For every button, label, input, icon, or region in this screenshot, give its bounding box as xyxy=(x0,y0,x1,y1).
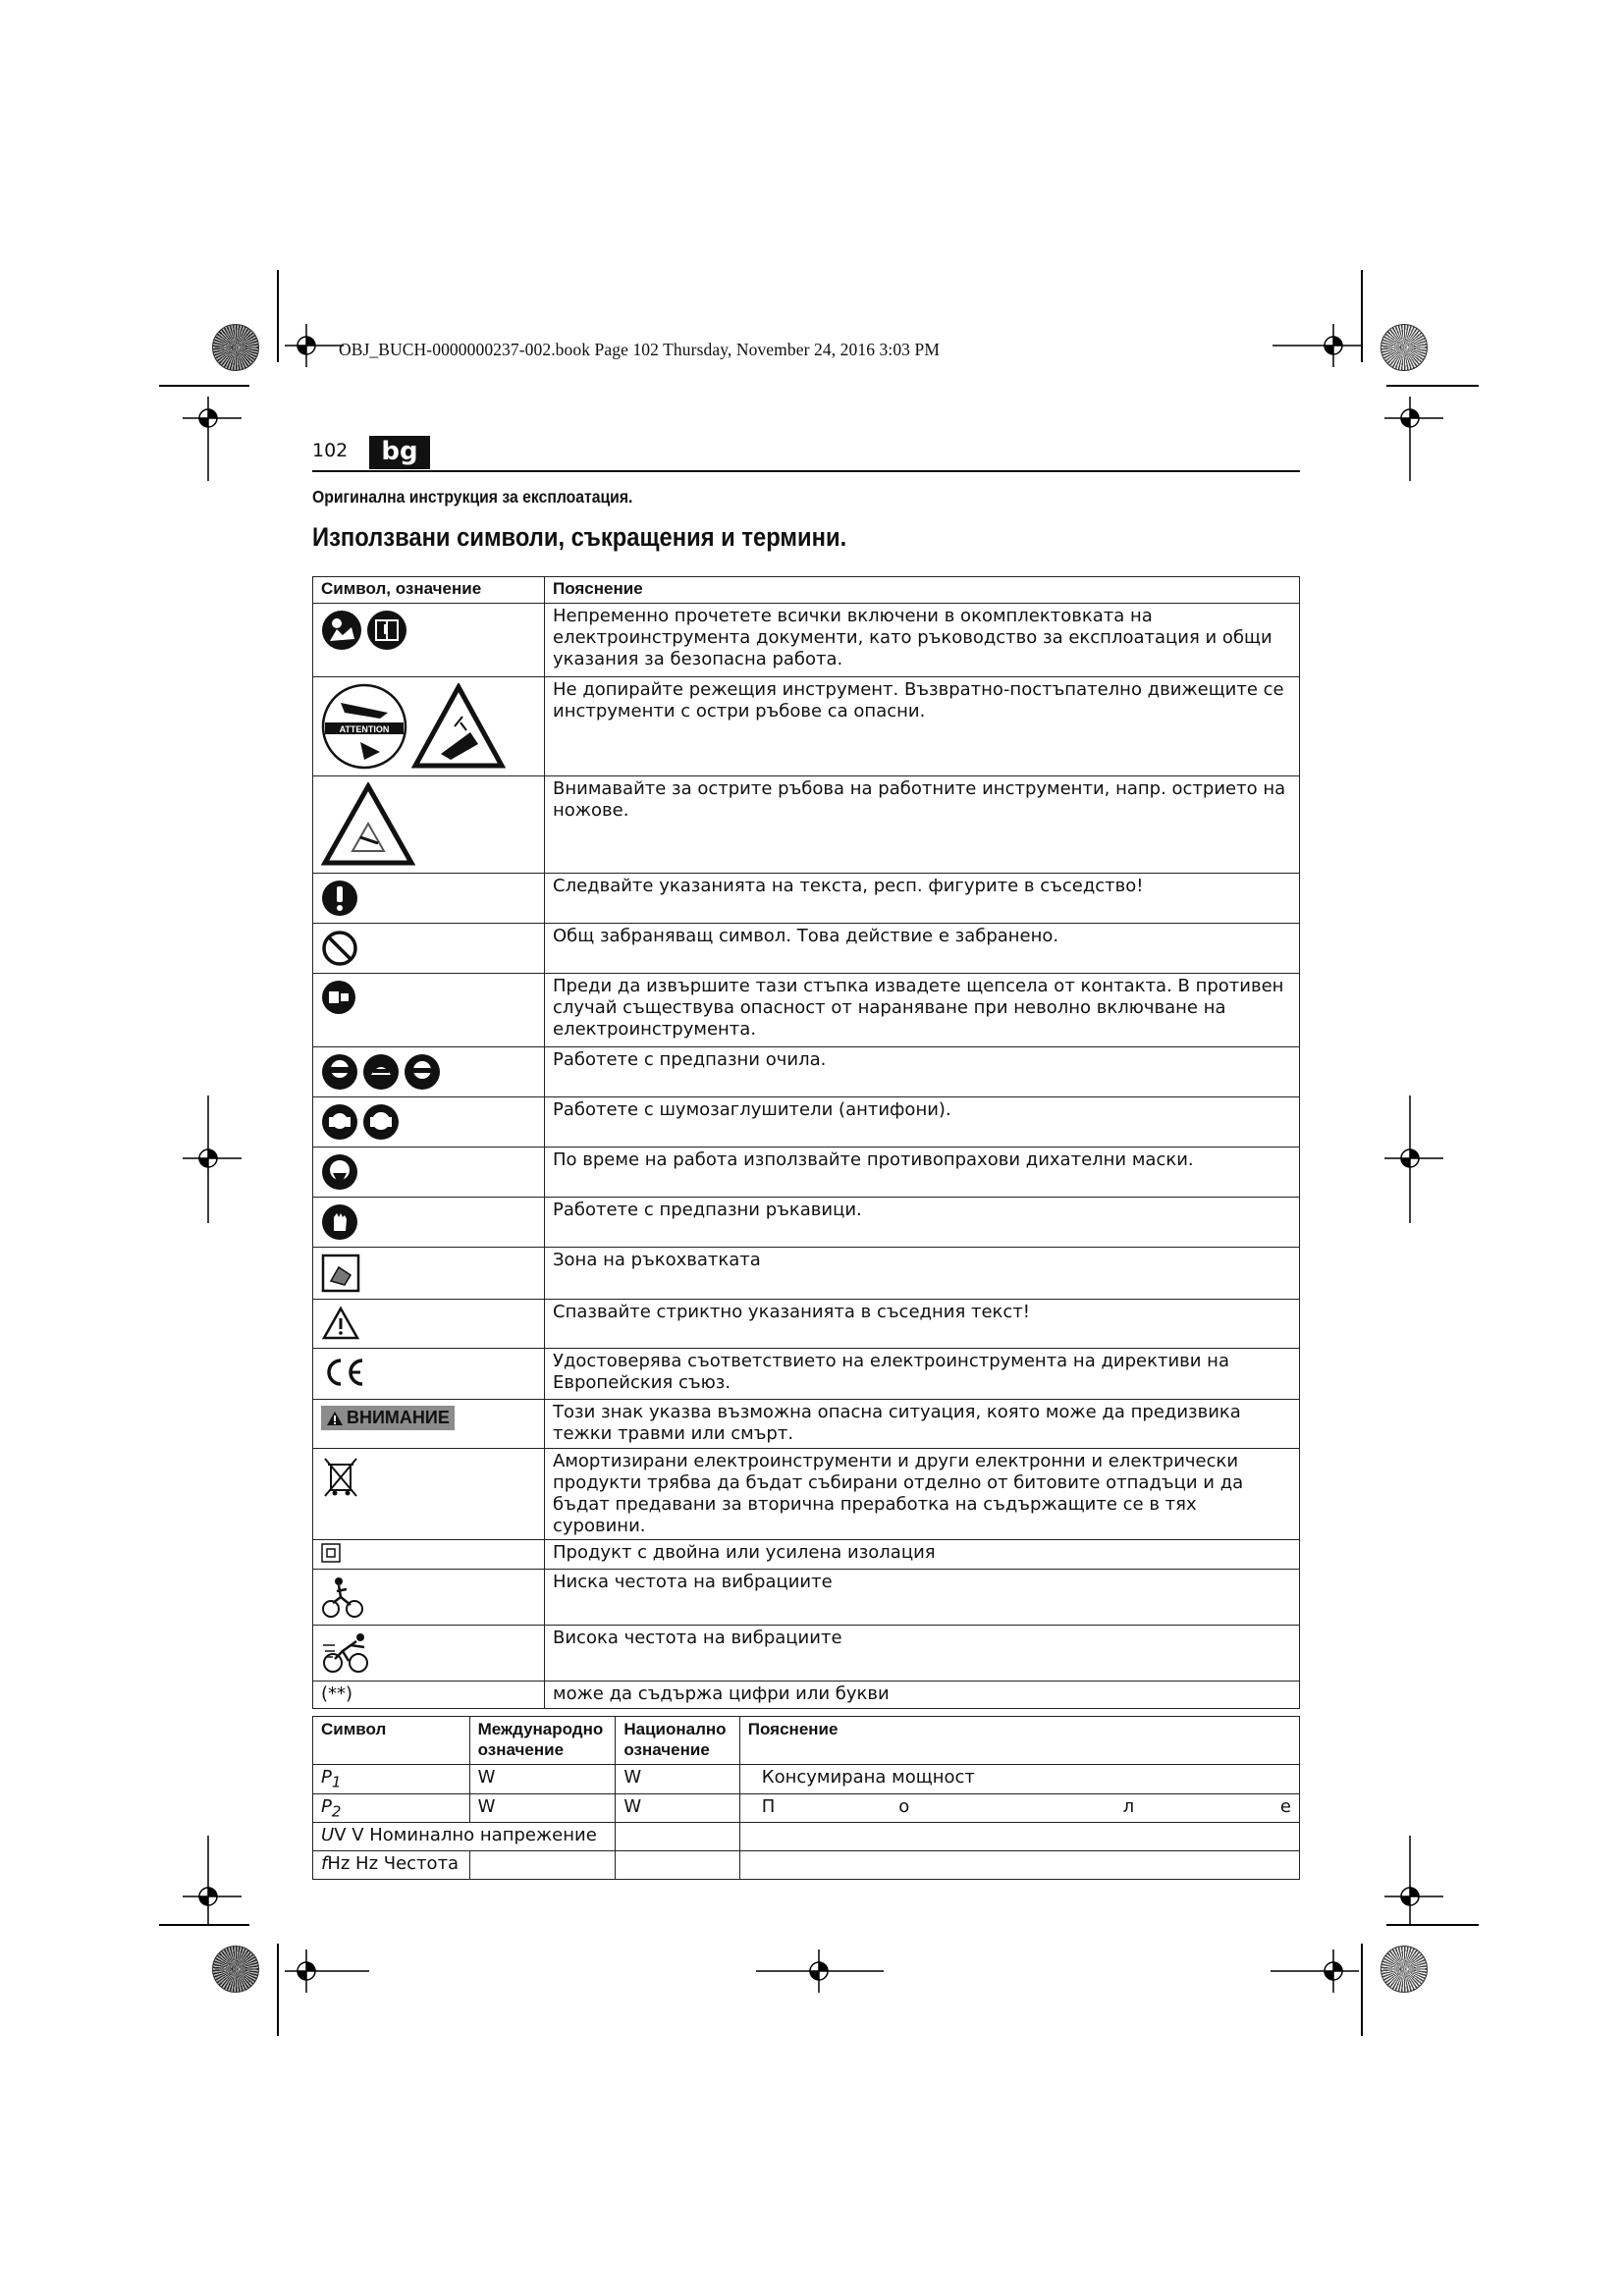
table-header-row xyxy=(313,1717,1300,1765)
unit-nat: W xyxy=(616,1765,739,1794)
unit-intl: W xyxy=(469,1765,616,1794)
table-row xyxy=(313,1823,1300,1851)
column-header-symbol: Символ xyxy=(313,1717,470,1765)
low-vibration-cyclist-icon xyxy=(321,1575,364,1619)
row-text: Следвайте указанията на текста, респ. фигурите в съседство! xyxy=(545,874,1300,924)
gloves-icon xyxy=(321,1203,358,1241)
table-row xyxy=(313,1248,1300,1300)
row-text: Висока честота на вибрациите xyxy=(545,1626,1300,1682)
registration-mark-icon xyxy=(1384,397,1443,481)
print-file-info: OBJ_BUCH-0000000237-002.book Page 102 Thursday, November 24, 2016 3:03 PM xyxy=(339,340,940,359)
crop-mark xyxy=(1386,385,1479,387)
high-vibration-cyclist-icon xyxy=(321,1631,374,1675)
row-text: Непременно прочетете всички включени в окомплектовката на електроинструмента документи, като ръководство за експлоатация и общи указания за безопасна работа. xyxy=(545,604,1300,677)
table-row xyxy=(313,1540,1300,1570)
table-row xyxy=(313,1765,1300,1794)
registration-mark-icon xyxy=(1384,1095,1443,1223)
unit-merged: fHz Hz Честота xyxy=(313,1851,470,1880)
table-row xyxy=(313,1148,1300,1198)
table-row xyxy=(313,1349,1300,1400)
row-text: По време на работа използвайте противопрахови дихателни маски. xyxy=(545,1148,1300,1198)
warning-triangle-icon xyxy=(321,1306,360,1341)
crop-mark xyxy=(1361,1944,1363,2036)
page-title: Използвани символи, съкращения и термини. xyxy=(312,522,847,552)
grip-area-icon xyxy=(321,1254,360,1293)
book-icon xyxy=(366,610,407,651)
table-row xyxy=(313,1400,1300,1449)
row-text: Удостоверява съответствието на електроинструмента на директиви на Европейския съюз. xyxy=(545,1349,1300,1400)
crop-mark xyxy=(159,1924,249,1926)
column-header-explanation: Пояснение xyxy=(545,577,1300,604)
sharp-tool-warning-icon xyxy=(411,683,506,770)
language-badge: bg xyxy=(369,436,430,469)
registration-mark-icon xyxy=(183,397,242,481)
unit-symbol: $P_2$ xyxy=(313,1793,470,1823)
table-row xyxy=(313,924,1300,974)
table-row xyxy=(313,1300,1300,1349)
ear-protection-icon xyxy=(362,1103,400,1141)
unplug-icon xyxy=(321,980,356,1015)
table-row xyxy=(313,1198,1300,1248)
signal-word-label: ВНИМАНИЕ xyxy=(347,1408,450,1427)
units-table xyxy=(312,1716,1300,1880)
prohibition-icon xyxy=(321,930,358,967)
registration-mark-icon xyxy=(183,1095,242,1223)
table-row xyxy=(313,677,1300,776)
row-text: Работете с шумозаглушители (антифони). xyxy=(545,1097,1300,1148)
dust-mask-icon xyxy=(321,1153,358,1191)
table-row xyxy=(313,776,1300,874)
page-number: 102 xyxy=(312,440,349,461)
unit-symbol: $P_1$ xyxy=(313,1765,470,1794)
crop-mark xyxy=(1361,270,1363,362)
table-row xyxy=(313,1682,1300,1709)
document-subtitle: Оригинална инструкция за експлоатация. xyxy=(312,487,633,507)
color-registration-icon xyxy=(1380,324,1428,371)
attention-cutting-icon xyxy=(321,683,407,770)
weee-bin-icon xyxy=(321,1455,360,1500)
registration-mark-icon xyxy=(285,324,344,367)
column-header-national: Национално означение xyxy=(616,1717,739,1765)
crop-mark xyxy=(1386,1924,1479,1926)
double-insulation-icon xyxy=(321,1543,341,1563)
face-shield-icon xyxy=(362,1053,400,1091)
svg-text:ATTENTION: ATTENTION xyxy=(339,724,390,734)
symbol-text: (**) xyxy=(313,1682,545,1709)
sharp-edge-warning-icon xyxy=(321,782,415,867)
row-text: Зона на ръкохватката xyxy=(545,1248,1300,1300)
table-row xyxy=(313,1449,1300,1540)
goggles-icon xyxy=(321,1053,358,1091)
table-row xyxy=(313,1047,1300,1097)
row-text: Не допирайте режещия инструмент. Възвратно-постъпателно движещите се инструменти с остри ръбове са опасни. xyxy=(545,677,1300,776)
color-registration-icon xyxy=(212,324,259,371)
row-text: Внимавайте за острите ръбова на работните инструменти, напр. острието на ножове. xyxy=(545,776,1300,874)
table-row xyxy=(313,1570,1300,1626)
crop-mark xyxy=(277,1944,279,2036)
header-rule xyxy=(312,470,1300,472)
table-row xyxy=(313,1851,1300,1880)
unit-nat: W xyxy=(616,1793,739,1823)
safety-glasses-icon xyxy=(404,1053,441,1091)
symbols-table xyxy=(312,576,1300,1709)
mandatory-action-icon xyxy=(321,880,358,917)
table-row xyxy=(313,874,1300,924)
row-text: Ниска честота на вибрациите xyxy=(545,1570,1300,1626)
registration-mark-icon xyxy=(1384,1836,1443,1924)
row-text: Продукт с двойна или усилена изолация xyxy=(545,1540,1300,1570)
row-text: може да съдържа цифри или букви xyxy=(545,1682,1300,1709)
registration-mark-icon xyxy=(1272,324,1361,367)
ce-mark-icon xyxy=(321,1355,366,1390)
registration-mark-icon xyxy=(183,1836,242,1924)
row-text: Общ забраняващ символ. Това действие е забранено. xyxy=(545,924,1300,974)
crop-mark xyxy=(277,270,279,362)
table-header-row xyxy=(313,577,1300,604)
registration-mark-icon xyxy=(285,1949,369,1993)
color-registration-icon xyxy=(212,1946,259,1993)
crop-mark xyxy=(159,385,249,387)
row-text: Амортизирани електроинструменти и други електронни и електрически продукти трябва да бъдат събирани отделно от битовите отпадъци и да бъдат предавани за вторична преработка на съдържащите се в тях суровини. xyxy=(545,1449,1300,1540)
signal-word-icon xyxy=(321,1406,455,1430)
registration-mark-icon xyxy=(1271,1949,1359,1993)
row-text: Този знак указва възможна опасна ситуация, която може да предизвика тежки травми или смърт. xyxy=(545,1400,1300,1449)
color-registration-icon xyxy=(1380,1946,1428,1993)
column-header-international: Международно означение xyxy=(469,1717,616,1765)
row-text: Работете с предпазни ръкавици. xyxy=(545,1198,1300,1248)
row-text: Преди да извършите тази стъпка извадете щепсела от контакта. В противен случай съществува опасност от нараняване при неволно включване на електроинструмента. xyxy=(545,974,1300,1047)
table-row xyxy=(313,974,1300,1047)
table-row xyxy=(313,604,1300,677)
read-manual-icon xyxy=(321,610,362,651)
unit-intl: W xyxy=(469,1793,616,1823)
row-text: Работете с предпазни очила. xyxy=(545,1047,1300,1097)
ear-muffs-icon xyxy=(321,1103,358,1141)
table-row xyxy=(313,1097,1300,1148)
registration-mark-icon xyxy=(756,1949,884,1993)
row-text: Спазвайте стриктно указанията в съседния текст! xyxy=(545,1300,1300,1349)
column-header-symbol: Символ, означение xyxy=(313,577,545,604)
table-row xyxy=(313,1793,1300,1823)
unit-text: Консумирана мощност xyxy=(739,1765,1299,1794)
column-header-explanation: Пояснение xyxy=(739,1717,1299,1765)
table-row xyxy=(313,1626,1300,1682)
unit-merged: UV V Номинално напрежение xyxy=(313,1823,616,1851)
unit-text: П о л е xyxy=(739,1793,1299,1823)
